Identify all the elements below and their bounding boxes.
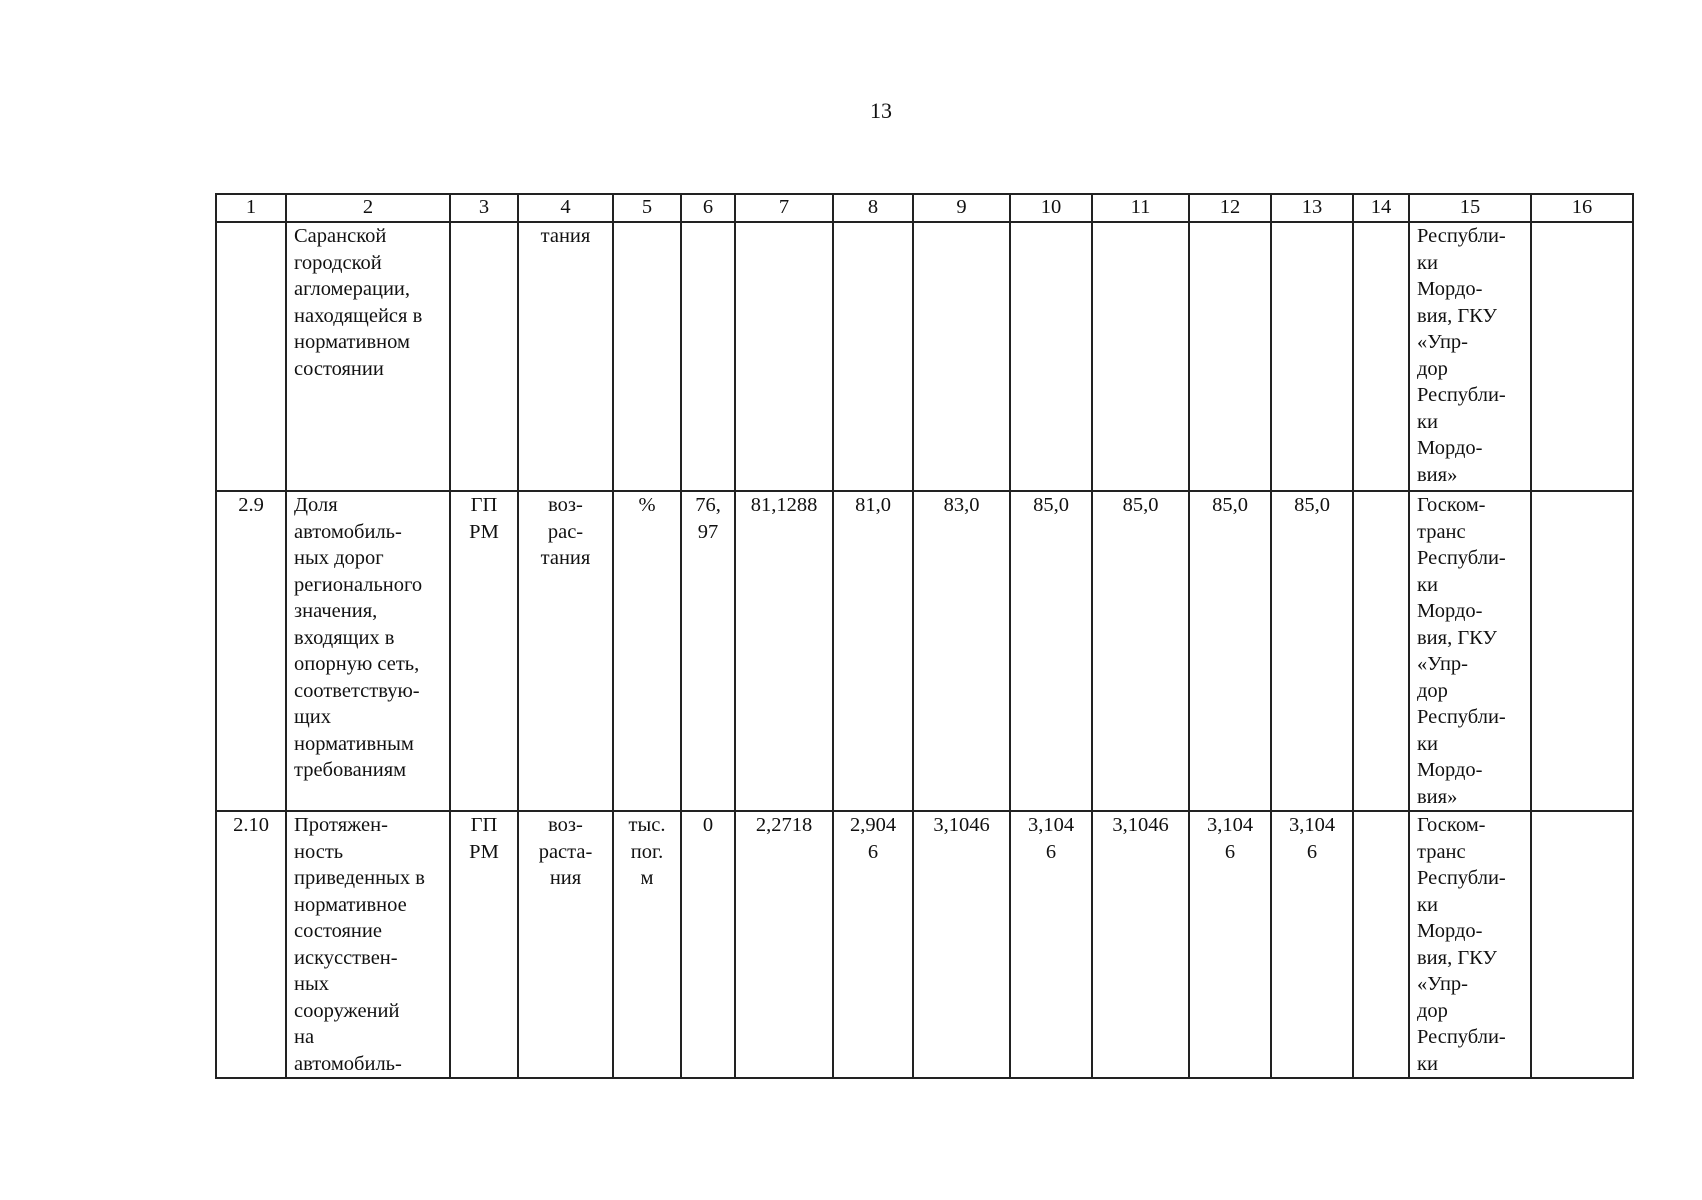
cell-col9: 3,1046 — [913, 811, 1010, 1078]
header-cell: 8 — [833, 194, 913, 222]
header-cell: 2 — [286, 194, 450, 222]
cell-indicator-name: Протяжен- ность приведенных в нормативное состояние искусствен- ных сооружений на автомобиль- — [286, 811, 450, 1078]
cell-trend: тания — [518, 222, 613, 491]
cell-source: ГП РМ — [450, 491, 518, 811]
cell-col9 — [913, 222, 1010, 491]
cell-col12 — [1189, 222, 1271, 491]
cell-col7: 81,1288 — [735, 491, 833, 811]
cell-number — [216, 222, 286, 491]
cell-col8 — [833, 222, 913, 491]
cell-col16 — [1531, 491, 1633, 811]
table-row — [216, 222, 1633, 491]
cell-col7 — [735, 222, 833, 491]
cell-trend: воз- рас- тания — [518, 491, 613, 811]
cell-col13 — [1271, 222, 1353, 491]
cell-col13: 3,104 6 — [1271, 811, 1353, 1078]
table-row — [216, 811, 1633, 1078]
cell-col6: 0 — [681, 811, 735, 1078]
cell-col11 — [1092, 222, 1189, 491]
cell-col12: 3,104 6 — [1189, 811, 1271, 1078]
header-cell: 1 — [216, 194, 286, 222]
cell-indicator-name: Доля автомобиль- ных дорог регионального значения, входящих в опорную сеть, соответствую- щих нормативным требованиям — [286, 491, 450, 811]
header-cell: 7 — [735, 194, 833, 222]
indicators-table — [215, 193, 1634, 1079]
cell-responsible: Госком- транс Республи- ки Мордо- вия, ГКУ «Упр- дор Республи- ки Мордо- вия» — [1409, 491, 1531, 811]
cell-col9: 83,0 — [913, 491, 1010, 811]
table-row — [216, 491, 1633, 811]
cell-col14 — [1353, 491, 1409, 811]
cell-col6 — [681, 222, 735, 491]
cell-trend: воз- раста- ния — [518, 811, 613, 1078]
header-cell: 14 — [1353, 194, 1409, 222]
page-number: 13 — [870, 98, 892, 123]
header-cell: 11 — [1092, 194, 1189, 222]
header-cell: 16 — [1531, 194, 1633, 222]
cell-col6: 76, 97 — [681, 491, 735, 811]
cell-col12: 85,0 — [1189, 491, 1271, 811]
header-cell: 9 — [913, 194, 1010, 222]
header-cell: 10 — [1010, 194, 1092, 222]
cell-col7: 2,2718 — [735, 811, 833, 1078]
cell-col8: 81,0 — [833, 491, 913, 811]
header-cell: 13 — [1271, 194, 1353, 222]
cell-indicator-name: Саранской городской агломерации, находящейся в нормативном состоянии — [286, 222, 450, 491]
cell-col11: 3,1046 — [1092, 811, 1189, 1078]
header-cell: 5 — [613, 194, 681, 222]
header-cell: 15 — [1409, 194, 1531, 222]
header-cell: 6 — [681, 194, 735, 222]
cell-number: 2.9 — [216, 491, 286, 811]
cell-col16 — [1531, 222, 1633, 491]
cell-number: 2.10 — [216, 811, 286, 1078]
cell-col13: 85,0 — [1271, 491, 1353, 811]
cell-unit: % — [613, 491, 681, 811]
cell-col14 — [1353, 222, 1409, 491]
cell-responsible: Госком- транс Республи- ки Мордо- вия, ГКУ «Упр- дор Республи- ки — [1409, 811, 1531, 1078]
cell-col10: 3,104 6 — [1010, 811, 1092, 1078]
cell-col14 — [1353, 811, 1409, 1078]
cell-col10: 85,0 — [1010, 491, 1092, 811]
header-cell: 12 — [1189, 194, 1271, 222]
cell-unit — [613, 222, 681, 491]
cell-source: ГП РМ — [450, 811, 518, 1078]
cell-col8: 2,904 6 — [833, 811, 913, 1078]
table-header-row — [216, 194, 1633, 222]
cell-col11: 85,0 — [1092, 491, 1189, 811]
cell-col16 — [1531, 811, 1633, 1078]
header-cell: 4 — [518, 194, 613, 222]
cell-responsible: Республи- ки Мордо- вия, ГКУ «Упр- дор Республи- ки Мордо- вия» — [1409, 222, 1531, 491]
cell-unit: тыс. пог. м — [613, 811, 681, 1078]
cell-source — [450, 222, 518, 491]
header-cell: 3 — [450, 194, 518, 222]
cell-col10 — [1010, 222, 1092, 491]
